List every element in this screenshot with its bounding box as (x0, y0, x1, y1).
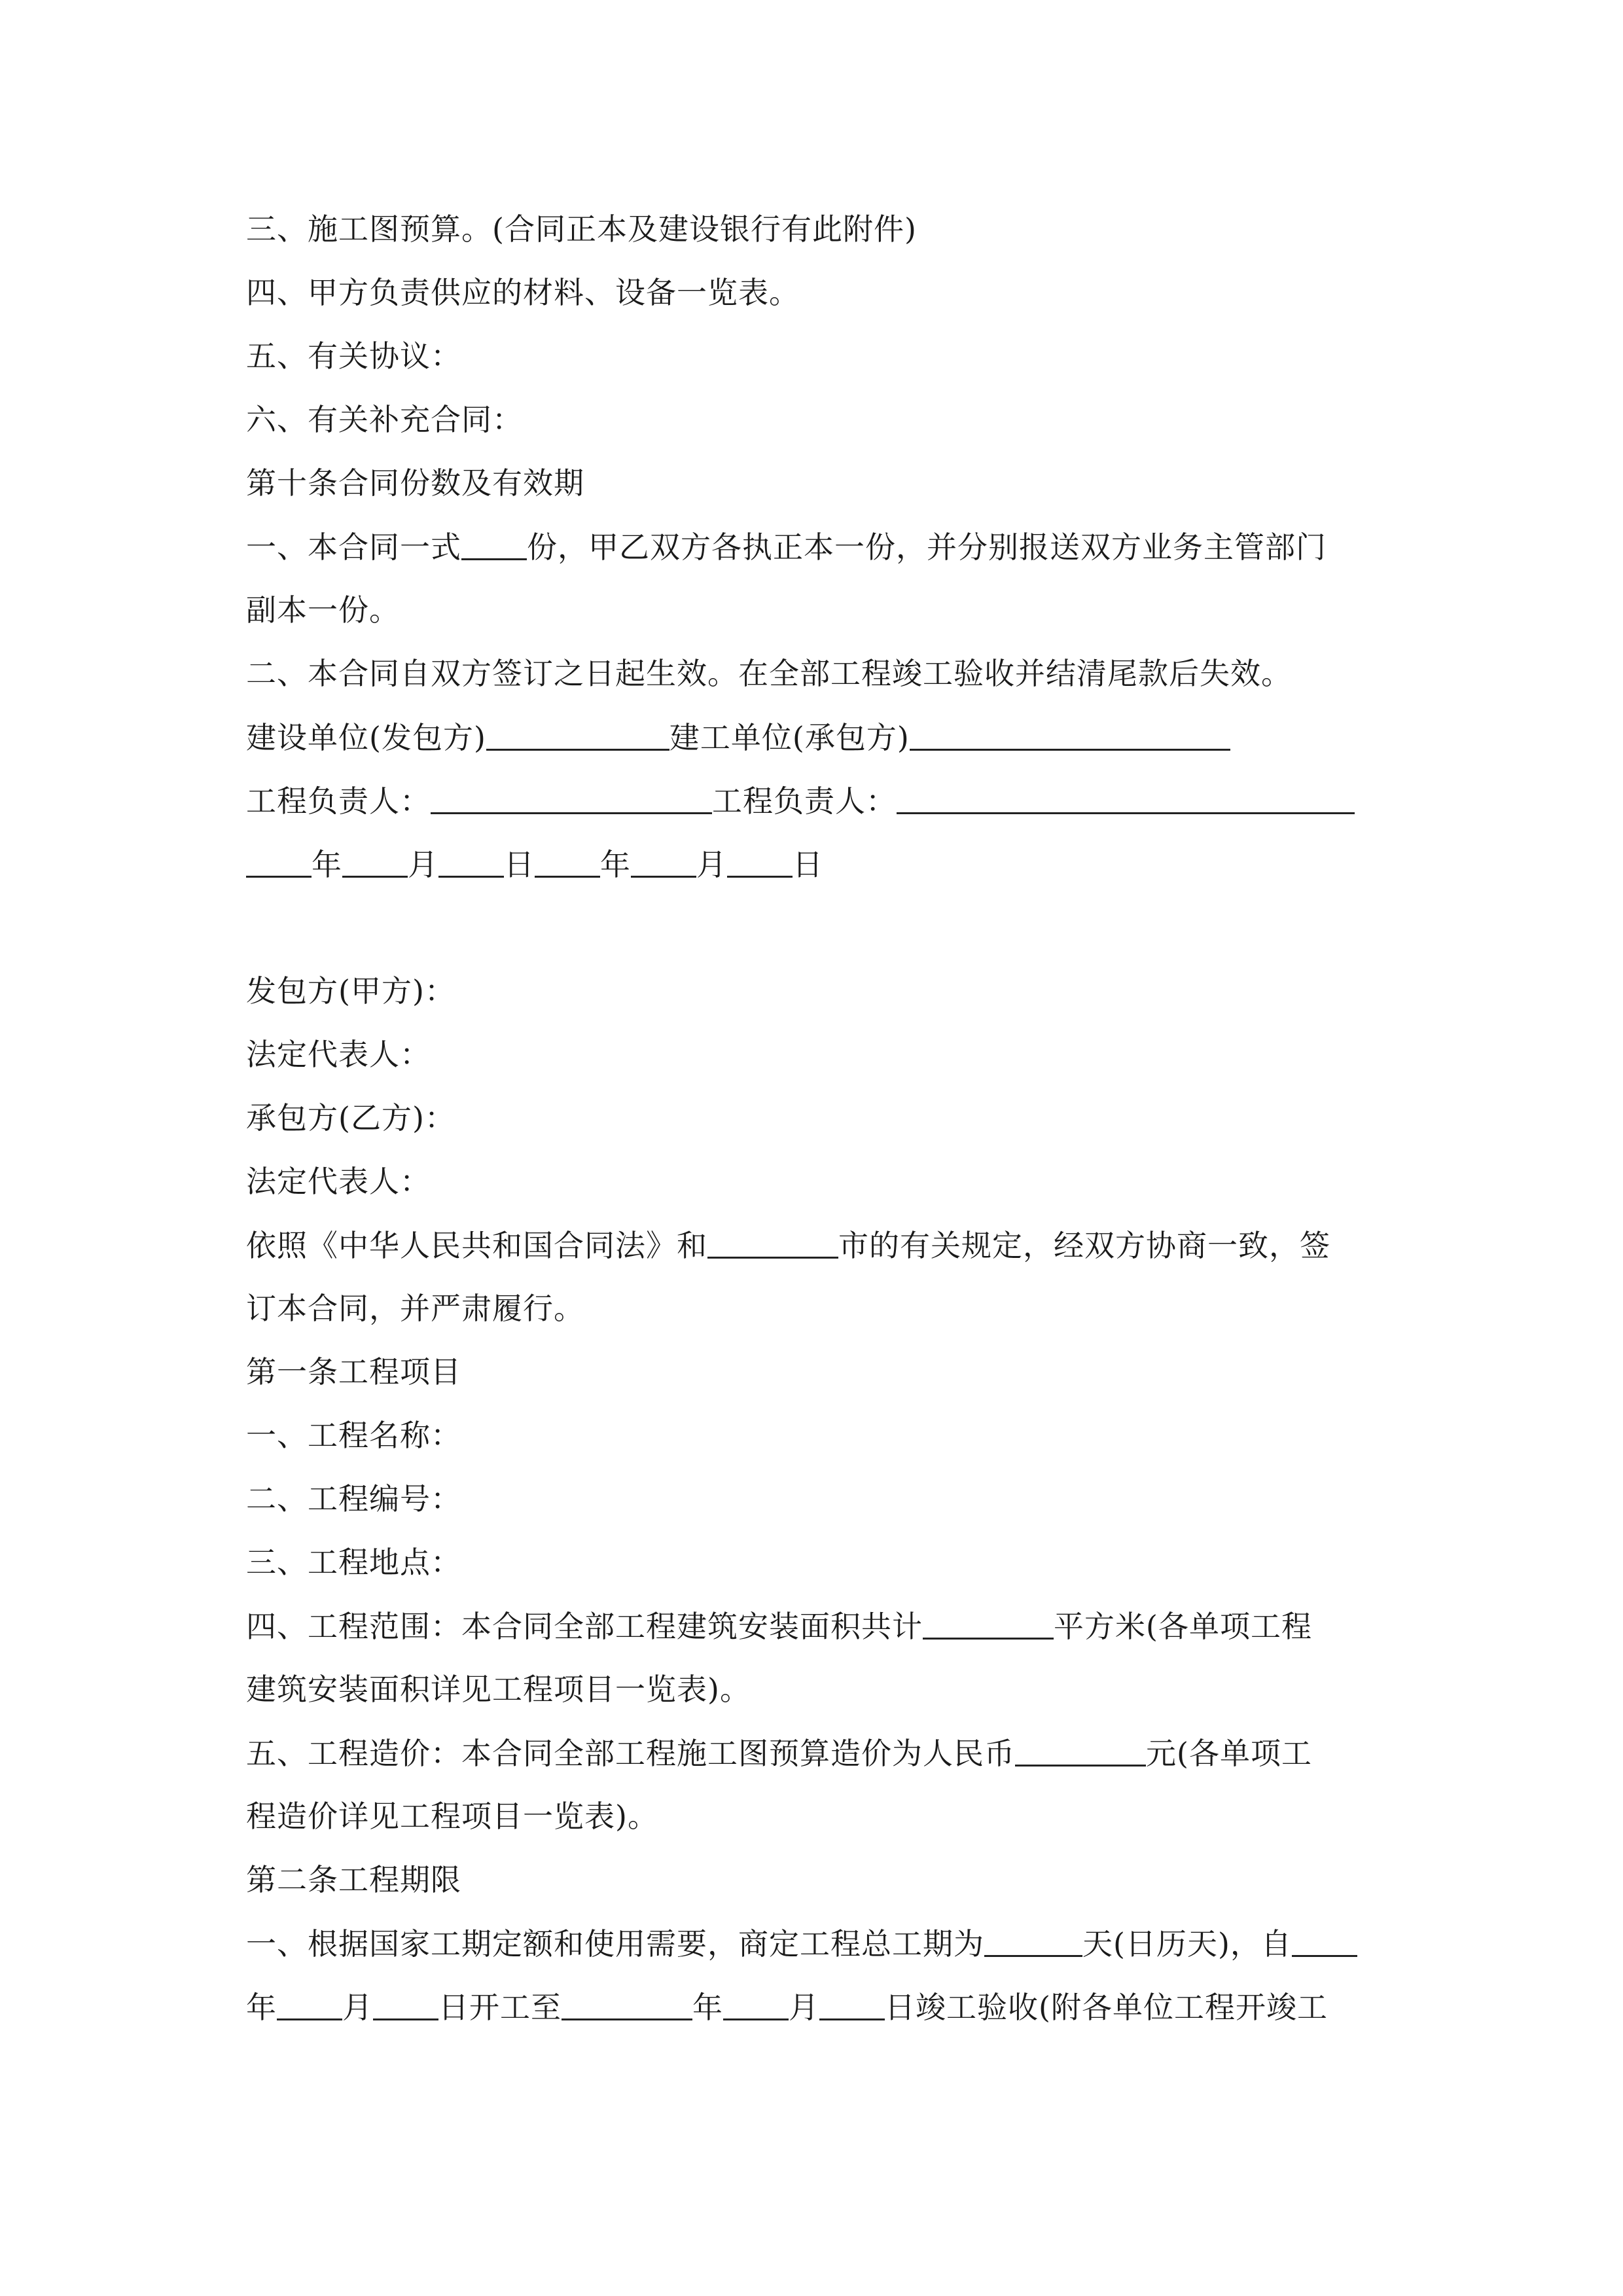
project-scope-continued (246, 1670, 1385, 1709)
blank-field (923, 1609, 1054, 1640)
line-text: 一、工程名称： (246, 1418, 461, 1453)
blank-field (723, 1990, 789, 2020)
line-text: 元(各单项工 (1146, 1736, 1312, 1771)
line-text: 平方米(各单项工程 (1054, 1609, 1312, 1644)
line-text: 法定代表人： (246, 1164, 431, 1199)
party-b-representative (246, 1162, 1385, 1201)
heading-text: 第一条工程项目 (246, 1354, 461, 1390)
line-text: 三、施工图预算。(合同正本及建设银行有此附件) (246, 211, 917, 247)
line-text: 一、根据国家工期定额和使用需要，商定工程总工期为 (246, 1926, 984, 1962)
line-text: 四、工程范围：本合同全部工程建筑安装面积共计 (246, 1609, 923, 1644)
line-text: 副本一份。 (246, 592, 400, 628)
project-name-item (246, 1416, 1385, 1455)
blank-field (707, 1228, 838, 1259)
blank-field (373, 1990, 438, 2020)
article-1-heading (246, 1352, 1385, 1391)
line-text: 建筑安装面积详见工程项目一览表)。 (246, 1672, 751, 1707)
blank-field (431, 783, 712, 814)
signature-units-row (246, 717, 1385, 757)
blank-field (438, 847, 504, 878)
project-cost-continued (246, 1797, 1385, 1836)
party-a-label (246, 971, 1385, 1011)
line-text: 程造价详见工程项目一览表)。 (246, 1799, 658, 1834)
line-text: 建工单位(承包方) (669, 720, 910, 755)
construction-period-dates (246, 1987, 1385, 2026)
party-b-label (246, 1098, 1385, 1138)
line-text: 五、工程造价：本合同全部工程施工图预算造价为人民币 (246, 1736, 1015, 1771)
blank-field (246, 847, 312, 878)
blank-field (910, 720, 1230, 751)
article-10-heading (246, 463, 1385, 503)
date-unit: 年 (692, 1990, 723, 2025)
blank-field (535, 847, 600, 878)
article-2-heading (246, 1860, 1385, 1899)
line-text: 发包方(甲方)： (246, 973, 455, 1009)
blank-field (461, 529, 527, 560)
project-number-item (246, 1479, 1385, 1518)
line-text: 订本合同，并严肃履行。 (246, 1291, 584, 1326)
contract-preamble-continued (246, 1289, 1385, 1328)
contract-preamble (246, 1225, 1385, 1265)
line-text: 五、有关协议： (246, 338, 461, 374)
blank-field (727, 847, 793, 878)
heading-text: 第二条工程期限 (246, 1862, 461, 1897)
date-unit: 日 (504, 847, 535, 882)
line-text: 二、工程编号： (246, 1481, 461, 1516)
clause-copies (246, 527, 1385, 566)
line-text: 一、本合同一式 (246, 529, 461, 565)
date-unit: 日 (793, 847, 823, 882)
item-construction-budget (246, 209, 1385, 249)
line-text: 日竣工验收(附各单位工程开竣工 (885, 1990, 1328, 2025)
project-cost-item (246, 1733, 1385, 1772)
blank-field (819, 1990, 885, 2020)
line-text: 工程负责人： (712, 783, 897, 819)
blank-field (1292, 1926, 1357, 1957)
line-text: 承包方(乙方)： (246, 1100, 455, 1136)
item-supplementary-contracts (246, 400, 1385, 439)
clause-copies-continued (246, 590, 1385, 630)
date-unit: 年 (600, 847, 631, 882)
date-unit: 年 (246, 1990, 277, 2025)
item-materials-list (246, 273, 1385, 312)
item-related-agreements (246, 336, 1385, 376)
date-unit: 月 (789, 1990, 819, 2025)
date-unit: 月 (696, 847, 727, 882)
line-text: 建设单位(发包方) (246, 720, 486, 755)
construction-period-clause (246, 1924, 1385, 1963)
blank-field (486, 720, 669, 751)
blank-field (562, 1990, 692, 2020)
project-scope-item (246, 1606, 1385, 1645)
line-text: 工程负责人： (246, 783, 431, 819)
line-text: 日开工至 (438, 1990, 562, 2025)
blank-field (984, 1926, 1082, 1957)
line-text: 六、有关补充合同： (246, 402, 523, 437)
line-text: 依照《中华人民共和国合同法》和 (246, 1228, 707, 1263)
line-text: 市的有关规定，经双方协商一致，签 (838, 1228, 1330, 1263)
line-text: 份，甲乙双方各执正本一份，并分别报送双方业务主管部门 (527, 529, 1327, 565)
line-text: 三、工程地点： (246, 1545, 461, 1580)
clause-validity (246, 654, 1385, 693)
project-leaders-row (246, 781, 1385, 820)
date-unit: 月 (342, 1990, 373, 2025)
blank-field (1015, 1736, 1146, 1767)
blank-field (897, 783, 1355, 814)
line-text: 法定代表人： (246, 1037, 431, 1072)
project-location-item (246, 1543, 1385, 1582)
line-text: 二、本合同自双方签订之日起生效。在全部工程竣工验收并结清尾款后失效。 (246, 656, 1292, 691)
party-a-representative (246, 1035, 1385, 1074)
line-text: 四、甲方负责供应的材料、设备一览表。 (246, 275, 800, 310)
signature-date-row (246, 844, 1385, 884)
date-unit: 年 (312, 847, 342, 882)
heading-text: 第十条合同份数及有效期 (246, 465, 584, 501)
blank-field (631, 847, 696, 878)
blank-field (342, 847, 408, 878)
blank-field (277, 1990, 342, 2020)
date-unit: 月 (408, 847, 438, 882)
line-text: 天(日历天)，自 (1082, 1926, 1292, 1962)
